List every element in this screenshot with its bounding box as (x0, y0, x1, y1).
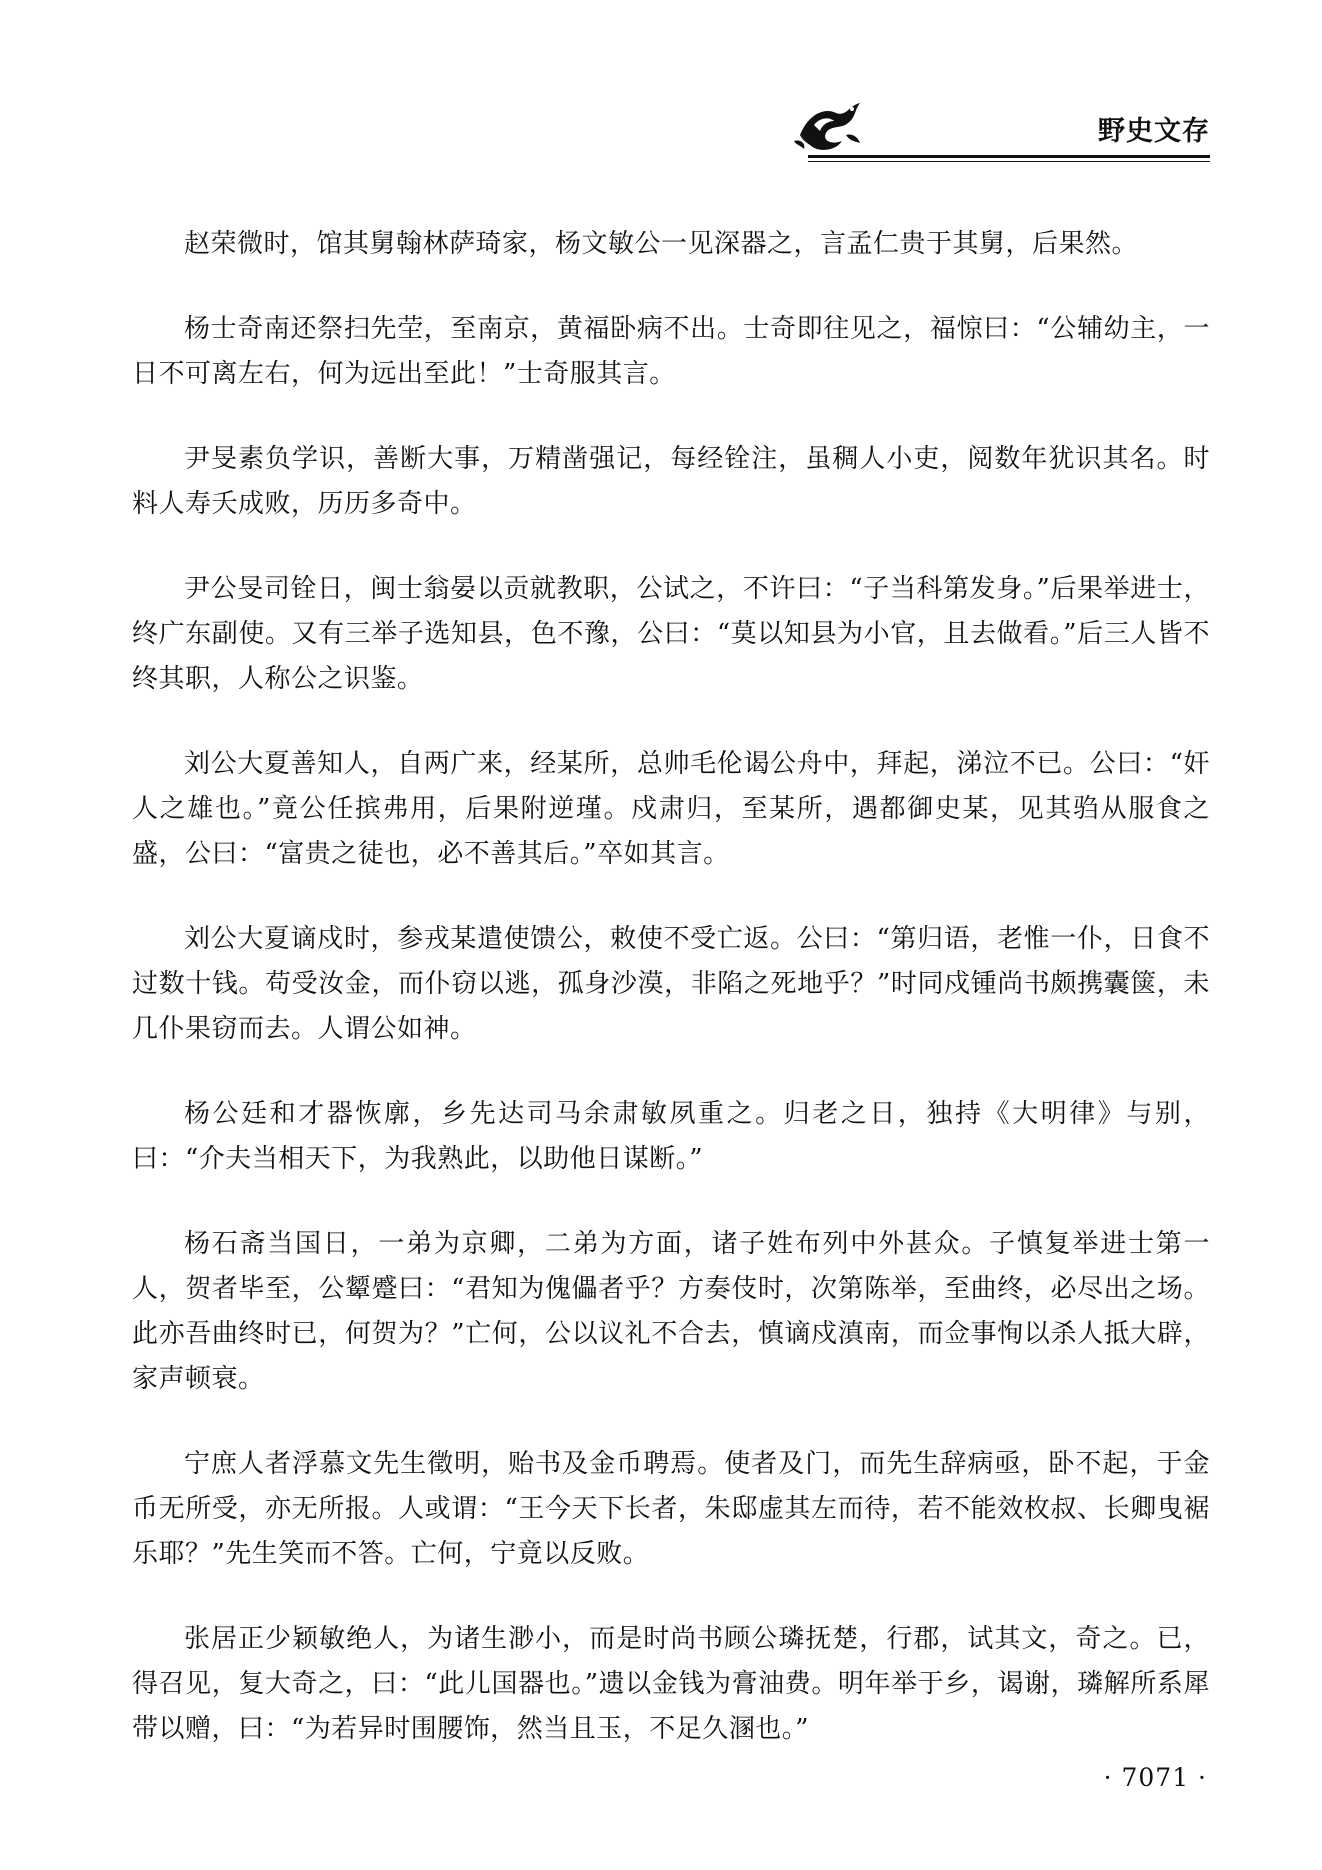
main-text (132, 222, 1210, 1792)
header-rule-thin (808, 161, 1210, 162)
paragraph: 张居正少颖敏绝人，为诸生渺小，而是时尚书顾公璘抚楚，行郡，试其文，奇之。已，得召见，复大奇之，曰：“此儿国器也。”遗以金钱为膏油费。明年举于乡，谒谢，璘解所系犀带以赠，曰：“为若异时围腰饰，然当且玉，不足久溷也。” (132, 1624, 1210, 1744)
header-rule (808, 155, 1210, 158)
running-header-title: 野史文存 (1098, 116, 1210, 147)
paragraph: 尹旻素负学识，善断大事，万精凿强记，每经铨注，虽稠人小吏，阅数年犹识其名。时料人寿夭成败，历历多奇中。 (132, 444, 1210, 519)
paragraph: 杨士奇南还祭扫先茔，至南京，黄福卧病不出。士奇即往见之，福惊曰：“公辅幼主，一日不可离左右，何为远出至此！”士奇服其言。 (132, 314, 1210, 389)
paragraph: 杨石斋当国日，一弟为京卿，二弟为方面，诸子姓布列中外甚众。子慎复举进士第一人，贺者毕至，公颦蹙曰：“君知为傀儡者乎？方奏伎时，次第陈举，至曲终，必尽出之场。此亦吾曲终时已，何贺为？”亡何，公以议礼不合去，慎谪戍滇南，而佥事恂以杀人抵大辟，家声顿衰。 (132, 1229, 1210, 1394)
paragraph: 杨公廷和才器恢廓，乡先达司马余肃敏夙重之。归老之日，独持《大明律》与别，曰：“介夫当相天下，为我熟此，以助他日谋断。” (132, 1099, 1210, 1174)
dragon-emblem-icon (790, 95, 868, 157)
paragraph: 尹公旻司铨日，闽士翁晏以贡就教职，公试之，不许曰：“子当科第发身。”后果举进士，终广东副使。又有三举子选知县，色不豫，公曰：“莫以知县为小官，且去做看。”后三人皆不终其职，人称公之识鉴。 (132, 574, 1210, 694)
paragraph: 刘公大夏谪戍时，参戎某遣使馈公，敕使不受亡返。公曰：“第归语，老惟一仆，日食不过数十钱。苟受汝金，而仆窃以逃，孤身沙漠，非陷之死地乎？”时同戍锺尚书颇携囊箧，未几仆果窃而去。人谓公如神。 (132, 924, 1210, 1044)
paragraph: 宁庶人者浮慕文先生徵明，贻书及金币聘焉。使者及门，而先生辞病亟，卧不起，于金币无所受，亦无所报。人或谓：“王今天下长者，朱邸虚其左而待，若不能效枚叔、长卿曳裾乐耶？”先生笑而不答。亡何，宁竟以反败。 (132, 1449, 1210, 1569)
paragraph: 刘公大夏善知人，自两广来，经某所，总帅毛伦谒公舟中，拜起，涕泣不已。公曰：“奸人之雄也。”竟公任摈弗用，后果附逆瑾。戍肃归，至某所，遇都御史某，见其驺从服食之盛，公曰：“富贵之徒也，必不善其后。”卒如其言。 (132, 749, 1210, 869)
running-header (790, 95, 1210, 165)
page-number: · 7071 · (1103, 1763, 1207, 1792)
paragraph: 赵荣微时，馆其舅翰林萨琦家，杨文敏公一见深器之，言孟仁贵于其舅，后果然。 (184, 229, 1139, 259)
